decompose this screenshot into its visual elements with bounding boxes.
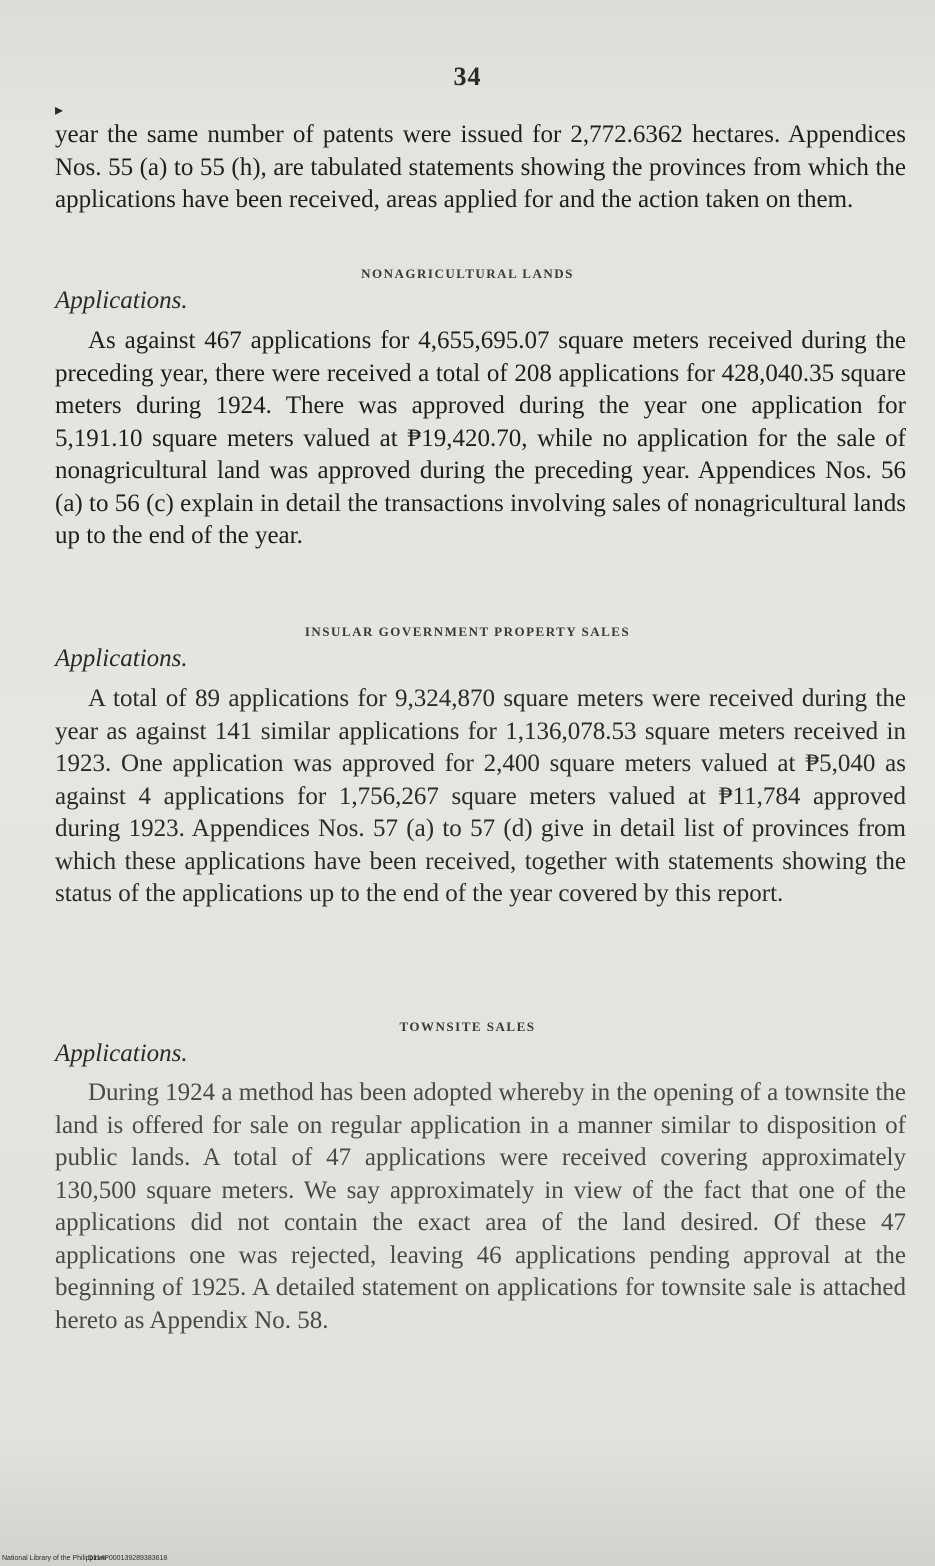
section-heading-insular-government: INSULAR GOVERNMENT PROPERTY SALES [304,624,631,639]
intro-paragraph [55,119,906,217]
paragraph-text: A total of 89 applications for 9,324,870 square meters were received during the year as against 141 similar applications for 1,136,078.53 square meters received in 1923. One application was approved for 2,400 square meters valued at ₱5,040 as against 4 applications for 1,756,267 square meters valued at ₱11,784 approved during 1923. Appendices Nos. 57 (a) to 57 (d) give in detail list of provinces from which these applications have been received, together with statements showing the status of the applications up to the end of the year covered by this report. [55,685,906,907]
corner-mark: ▸ [55,102,64,119]
section-subhead-insular-government: Applications. [55,645,188,672]
intro-text: year the same number of patents were issued for 2,772.6362 hectares. Appendices Nos. 55 (a) to 55 (h), are tabulated statements showing the provinces from which the applications have been received, areas applied for and the action taken on them. [55,121,906,213]
footer-library: National Library of the Philippines [2,1555,107,1562]
section-subhead-nonagricultural: Applications. [55,287,188,314]
section-heading-townsite: TOWNSITE SALES [399,1019,536,1034]
footer-id: D114P000139289383618 [88,1555,168,1562]
paragraph-text: During 1924 a method has been adopted whereby in the opening of a townsite the land is offered for sale on regular application in a manner similar to disposition of public lands. A total of 47 applications were received covering approximately 130,500 square meters. We say approximately in view of the fact that one of the applications did not contain the exact area of the land desired. Of these 47 applications one was rejected, leaving 46 applications pending approval at the beginning of 1925. A detailed statement on applications for townsite sale is attached hereto as Appendix No. 58. [55,1079,906,1334]
section-paragraph-townsite [55,1077,906,1337]
paragraph-text: As against 467 applications for 4,655,695.07 square meters received during the preceding year, there were received a total of 208 applications for 428,040.35 square meters during 1924. There was approved during the year one application for 5,191.10 square meters valued at ₱19,420.70, while no application for the sale of nonagricultural land was approved during the preceding year. Appendices Nos. 56 (a) to 56 (c) explain in detail the transactions involving sales of nonagricultural lands up to the end of the year. [55,327,906,549]
section-paragraph-insular-government [55,683,906,911]
page-number: 34 [453,62,482,91]
section-heading-nonagricultural: NONAGRICULTURAL LANDS [361,266,574,281]
section-subhead-townsite-label: Applications. [55,1040,188,1067]
section-paragraph-nonagricultural [55,325,906,553]
